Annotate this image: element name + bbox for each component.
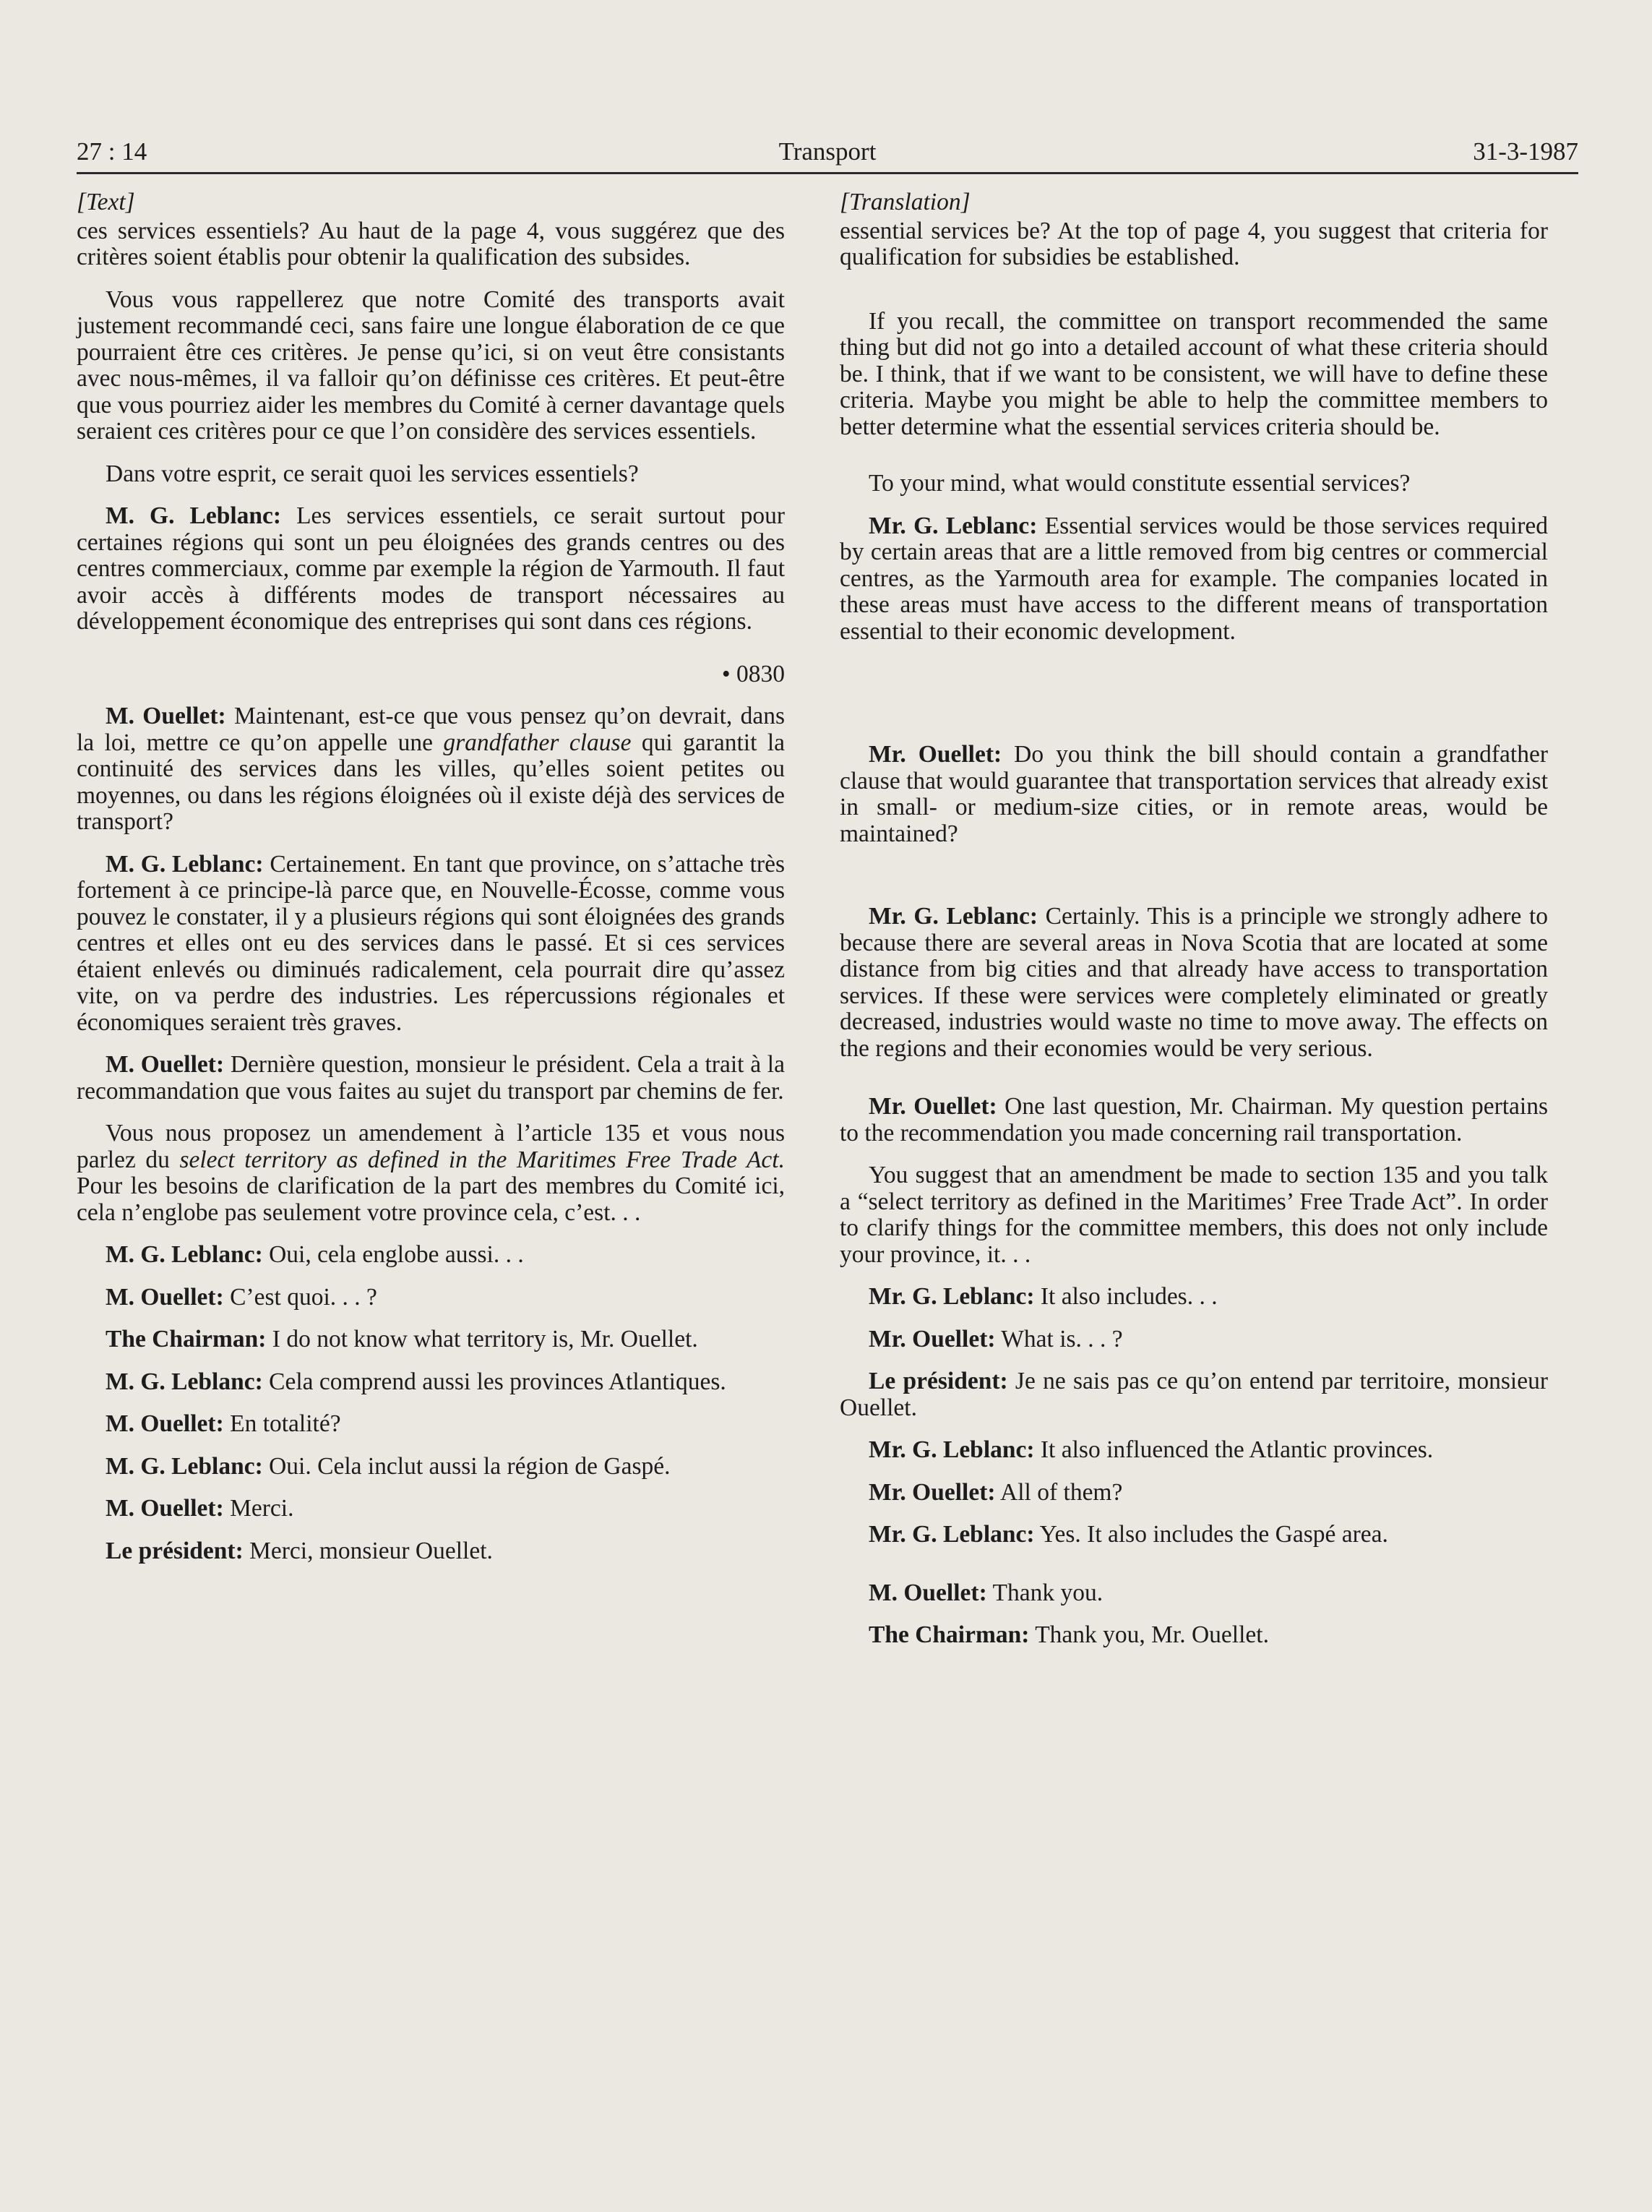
paragraph: Mr. G. Leblanc: Certainly. This is a principle we strongly adhere to because there are several areas in Nova Scotia that are located at some distance from big cities and that already have access to transportation services. If these were services were completely eliminated or greatly decreased, industries would waste no time to move away. The effects on the regions and their economies would be very serious. <box>840 903 1549 1062</box>
speaker: Mr. G. Leblanc: <box>869 1521 1035 1548</box>
paragraph: M. G. Leblanc: Oui, cela englobe aussi. . . <box>106 1241 524 1268</box>
paragraph: Mr. Ouellet: All of them? <box>869 1478 1123 1506</box>
speaker: M. Ouellet: <box>106 1283 224 1311</box>
paragraph: Vous nous proposez un amendement à l’article 135 et vous nous parlez du select territory as defined in the Maritimes Free Trade Act. Pour les besoins de clarification de la part des membres du Comité ici, cela n’englobe pas seulement votre province cela, c’est. . . <box>77 1120 785 1226</box>
speaker: The Chairman: <box>106 1326 267 1353</box>
page-number: 27 : 14 <box>77 137 147 166</box>
speaker: M. Ouellet: <box>106 1410 224 1437</box>
speaker: M. Ouellet: <box>106 1051 225 1078</box>
speaker: Mr. G. Leblanc: <box>869 1283 1035 1310</box>
paragraph: M. Ouellet: Dernière question, monsieur le président. Cela a trait à la recommandation que vous faites au sujet du transport par chemins de fer. <box>77 1051 785 1105</box>
speaker: M. G. Leblanc: <box>106 1368 263 1395</box>
header-date: 31-3-1987 <box>1473 137 1578 166</box>
speaker: Mr. G. Leblanc: <box>869 903 1038 930</box>
speaker: Le président: <box>869 1368 1008 1394</box>
speaker: Mr. Ouellet: <box>869 1093 997 1120</box>
paragraph: Mr. Ouellet: Do you think the bill should contain a grandfather clause that would guarantee that transportation services that already exist in small- or medium-size cities, or in remote areas, would be maintained? <box>840 741 1548 847</box>
paragraph: M. Ouellet: En totalité? <box>106 1410 341 1437</box>
paragraph: M. G. Leblanc: Oui. Cela inclut aussi la région de Gaspé. <box>106 1452 671 1480</box>
paragraph: Mr. G. Leblanc: Essential services would be those services required by certain areas that are a little removed from big centres or commercial centres, as the Yarmouth area for example. The companies located in these areas must have access to the different means of transportation essential to their economic development. <box>840 512 1548 645</box>
paragraph: M. G. Leblanc: Les services essentiels, ce serait surtout pour certaines régions qui sont un peu éloignées des grands centres ou des centres commerciaux, comme par exemple la région de Yarmouth. Il faut avoir accès à différents modes de transport nécessaires au développement économique des entreprises qui sont dans ces régions. <box>77 502 786 635</box>
speaker: Le président: <box>106 1537 244 1564</box>
paragraph: M. Ouellet: Merci. <box>106 1495 294 1522</box>
paragraph: Mr. Ouellet: One last question, Mr. Chairman. My question pertains to the recommendation you made concerning rail transportation. <box>840 1093 1549 1146</box>
speaker: M. G. Leblanc: <box>106 502 282 529</box>
paragraph: essential services be? At the top of page 4, you suggest that criteria for qualification for subsidies be established. <box>840 217 1548 270</box>
paragraph: You suggest that an amendment be made to section 135 and you talk a “select territory as defined in the Maritimes’ Free Trade Act”. In order to clarify things for the committee members, this does not only include your province, it. . . <box>840 1162 1548 1268</box>
time-marker: • 0830 <box>721 660 785 687</box>
speaker: Mr. G. Leblanc: <box>869 512 1038 539</box>
paragraph: If you recall, the committee on transport recommended the same thing but did not go into a detailed account of what these criteria should be. I think, that if we want to be consistent, we will have to define these criteria. Maybe you might be able to help the committee members to better determine what the essential services criteria should be. <box>840 307 1548 440</box>
paragraph: Vous vous rappellerez que notre Comité des transports avait justement recommandé ceci, sans faire une longue élaboration de ce que pourraient être ces critères. Je pense qu’ici, si on veut être consistants avec nous-mêmes, il va falloir qu’on définisse ces critères. Et peut-être que vous pourriez aider les membres du Comité à cerner davantage quels seraient ces critères pour ce que l’on considère des services essentiels. <box>77 286 785 445</box>
speaker: The Chairman: <box>869 1621 1030 1648</box>
paragraph: Mr. G. Leblanc: It also influenced the Atlantic provinces. <box>869 1436 1434 1463</box>
paragraph: Mr. G. Leblanc: It also includes. . . <box>869 1283 1218 1310</box>
running-title: Transport <box>778 137 877 166</box>
paragraph: M. Ouellet: Thank you. <box>869 1579 1104 1606</box>
speaker: Mr. Ouellet: <box>869 1478 996 1506</box>
paragraph: Mr. Ouellet: What is. . . ? <box>869 1325 1123 1353</box>
paragraph: To your mind, what would constitute essential services? <box>869 470 1411 497</box>
paragraph: Mr. G. Leblanc: Yes. It also includes the Gaspé area. <box>869 1521 1388 1548</box>
speaker: Mr. G. Leblanc: <box>869 1436 1035 1463</box>
french-column <box>77 189 785 1564</box>
translation-tag: [Translation] <box>840 189 971 215</box>
speaker: M. G. Leblanc: <box>106 850 264 878</box>
speaker: M. Ouellet: <box>106 703 226 729</box>
speaker: Mr. Ouellet: <box>869 741 1002 768</box>
paragraph: The Chairman: Thank you, Mr. Ouellet. <box>869 1621 1269 1648</box>
english-column <box>840 189 1548 1649</box>
paragraph: The Chairman: I do not know what territory is, Mr. Ouellet. <box>106 1326 698 1353</box>
paragraph: Le président: Merci, monsieur Ouellet. <box>106 1537 493 1564</box>
speaker: M. G. Leblanc: <box>106 1241 263 1268</box>
paragraph: Dans votre esprit, ce serait quoi les services essentiels? <box>106 460 639 487</box>
paragraph: ces services essentiels? Au haut de la page 4, vous suggérez que des critères soient établis pour obtenir la qualification des subsides. <box>77 217 785 270</box>
header-rule <box>77 172 1578 174</box>
paragraph: M. Ouellet: C’est quoi. . . ? <box>106 1283 377 1311</box>
speaker: Mr. Ouellet: <box>869 1325 996 1353</box>
speaker: M. G. Leblanc: <box>106 1452 263 1480</box>
text-tag: [Text] <box>77 189 135 215</box>
paragraph: Le président: Je ne sais pas ce qu’on entend par territoire, monsieur Ouellet. <box>840 1368 1548 1421</box>
paragraph: M. G. Leblanc: Cela comprend aussi les provinces Atlantiques. <box>106 1368 726 1395</box>
paragraph: M. G. Leblanc: Certainement. En tant que province, on s’attache très fortement à ce principe-là parce que, en Nouvelle-Écosse, comme vous pouvez le constater, il y a plusieurs régions qui sont éloignées des grands centres et elles ont eu des services dans le passé. Et si ces services étaient enlevés ou diminués radicalement, cela pourrait dire qu’assez vite, on va perdre des industries. Les répercussions régionales et économiques seraient très graves. <box>77 850 785 1036</box>
speaker: M. Ouellet: <box>106 1495 224 1522</box>
paragraph: M. Ouellet: Maintenant, est-ce que vous pensez qu’on devrait, dans la loi, mettre ce qu’on appelle une grandfather clause qui garantit la continuité des services dans les villes, qu’elles soient petites ou moyennes, ou dans les régions éloignées où il existe déjà des services de transport? <box>77 703 786 835</box>
speaker: M. Ouellet: <box>869 1579 987 1606</box>
